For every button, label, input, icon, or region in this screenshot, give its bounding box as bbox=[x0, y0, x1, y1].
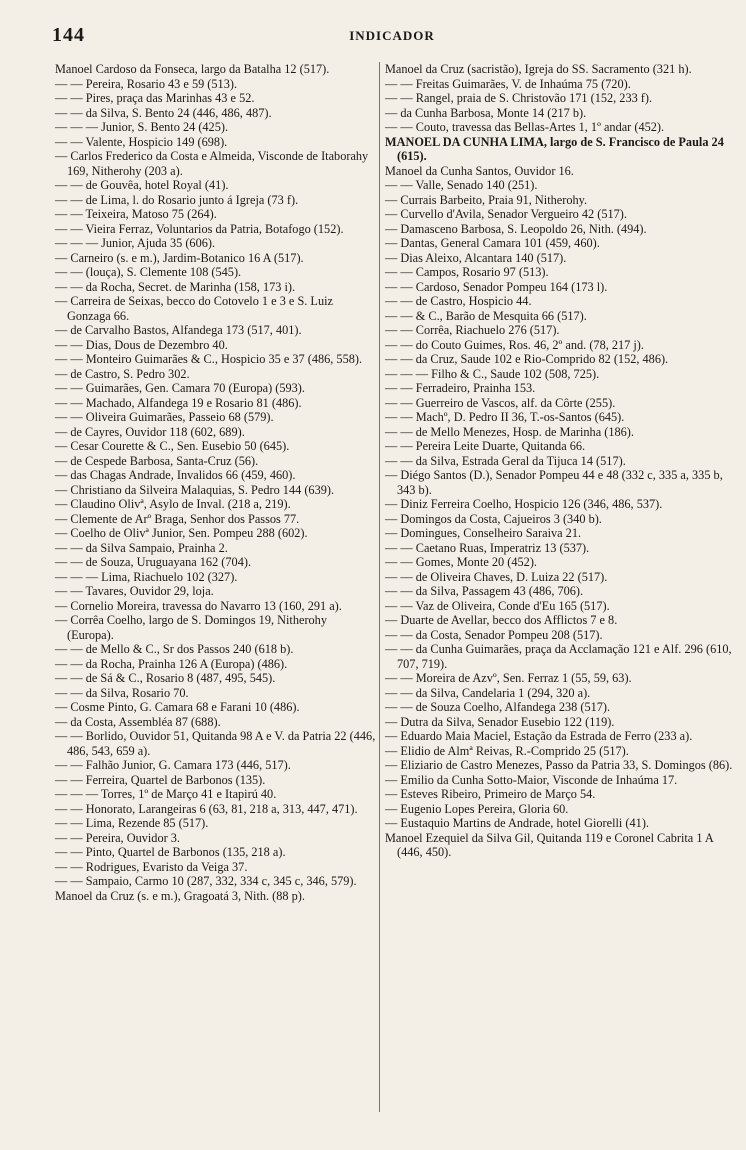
directory-entry: — Dantas, General Camara 101 (459, 460). bbox=[385, 236, 600, 250]
directory-entry: — Eustaquio Martins de Andrade, hotel Giorelli (41). bbox=[385, 816, 649, 830]
directory-entry: — — Oliveira Guimarães, Passeio 68 (579). bbox=[55, 410, 274, 424]
directory-entry: — — — Junior, Ajuda 35 (606). bbox=[55, 236, 216, 250]
directory-entry: — — da Silva, Estrada Geral da Tijuca 14 (517). bbox=[385, 453, 626, 468]
directory-entry: — Coelho de Olivª Junior, Sen. Pompeu 288 (602). bbox=[55, 526, 308, 540]
directory-entry: — — da Silva Sampaio, Prainha 2. bbox=[55, 540, 228, 555]
directory-entry: Manoel da Cunha Santos, Ouvidor 16. bbox=[385, 163, 574, 178]
directory-entry: — de Carvalho Bastos, Alfandega 173 (517, 401). bbox=[55, 323, 302, 337]
directory-entry: — Claudino Olivª, Asylo de Inval. (218 a, 219). bbox=[55, 497, 291, 511]
directory-entry: — Clemente de Arº Braga, Senhor dos Passos 77. bbox=[55, 511, 300, 526]
directory-entry: — — Guerreiro de Vascos, alf. da Côrte (255). bbox=[385, 395, 616, 410]
directory-entry: — — Pires, praça das Marinhas 43 e 52. bbox=[55, 91, 255, 105]
directory-entry: — — de Souza, Uruguayana 162 (704). bbox=[55, 555, 252, 569]
directory-entry: — Emilio da Cunha Sotto-Maior, Visconde de Inhaúma 17. bbox=[385, 772, 678, 787]
directory-entry: Manoel da Cruz (sacristão), Igreja do SS. Sacramento (321 h). bbox=[385, 62, 692, 76]
directory-entry: — — Lima, Rezende 85 (517). bbox=[55, 816, 209, 830]
directory-entry: — — Caetano Ruas, Imperatriz 13 (537). bbox=[385, 540, 590, 555]
directory-entry: — — de Lima, l. do Rosario junto á Igreja (73 f). bbox=[55, 192, 299, 207]
directory-entry: — — Tavares, Ouvidor 29, loja. bbox=[55, 584, 214, 598]
directory-entry: Manoel Ezequiel da Silva Gil, Quitanda 119 e Coronel Cabrita 1 A (446, 450). bbox=[385, 830, 714, 859]
directory-entry: — Eliziario de Castro Menezes, Passo da Patria 33, S. Domingos (86). bbox=[385, 758, 733, 772]
directory-entry: — Cornelio Moreira, travessa do Navarro 13 (160, 291 a). bbox=[55, 598, 342, 613]
directory-entry: — — — Junior, S. Bento 24 (425). bbox=[55, 120, 229, 134]
directory-entry: — — de Gouvêa, hotel Royal (41). bbox=[55, 178, 229, 192]
directory-entry: — Carneiro (s. e m.), Jardim-Botanico 16 A (517). bbox=[55, 250, 304, 265]
left-column bbox=[55, 62, 376, 903]
directory-entry: — — Machado, Alfandega 19 e Rosario 81 (486). bbox=[55, 395, 302, 410]
directory-entry: — — de Sá & C., Rosario 8 (487, 495, 545). bbox=[55, 671, 276, 685]
directory-entry: — Carlos Frederico da Costa e Almeida, Visconde de Itaborahy 169, Nitherohy (203 a). bbox=[55, 149, 369, 178]
directory-entry: — — de Castro, Hospicio 44. bbox=[385, 294, 532, 308]
directory-entry: — Cosme Pinto, G. Camara 68 e Farani 10 (486). bbox=[55, 700, 300, 714]
directory-entry: — — Borlido, Ouvidor 51, Quitanda 98 A e V. da Patria 22 (446, 486, 543, 659 a). bbox=[55, 729, 376, 758]
directory-entry: — Elidio de Almª Reivas, R.-Comprido 25 (517). bbox=[385, 743, 629, 758]
directory-entry: — — da Silva, Rosario 70. bbox=[55, 685, 189, 700]
directory-entry: — de Cayres, Ouvidor 118 (602, 689). bbox=[55, 424, 245, 439]
directory-entry: — — da Costa, Senador Pompeu 208 (517). bbox=[385, 627, 603, 642]
directory-entry: — — Cardoso, Senador Pompeu 164 (173 l). bbox=[385, 279, 608, 294]
directory-entry: — — Falhão Junior, G. Camara 173 (446, 517). bbox=[55, 758, 291, 772]
directory-entry: — das Chagas Andrade, Invalidos 66 (459, 460). bbox=[55, 468, 296, 482]
directory-entry: — Corrêa Coelho, largo de S. Domingos 19, Nitherohy (Europa). bbox=[55, 613, 327, 642]
directory-entry: — — Couto, travessa das Bellas-Artes 1, 1º andar (452). bbox=[385, 120, 665, 134]
directory-entry: — de Castro, S. Pedro 302. bbox=[55, 366, 190, 381]
directory-entry: — — Campos, Rosario 97 (513). bbox=[385, 265, 549, 279]
directory-entry: — Cesar Courette & C., Sen. Eusebio 50 (645). bbox=[55, 439, 290, 453]
directory-entry: — Domingues, Conselheiro Saraiva 21. bbox=[385, 526, 582, 540]
directory-entry: — — & C., Barão de Mesquita 66 (517). bbox=[385, 308, 587, 323]
directory-entry: — — Valle, Senado 140 (251). bbox=[385, 178, 538, 192]
directory-entry: — — Rangel, praia de S. Christovão 171 (152, 233 f). bbox=[385, 91, 653, 105]
directory-entry: — Eugenio Lopes Pereira, Gloria 60. bbox=[385, 801, 569, 816]
directory-entry: — — da Silva, S. Bento 24 (446, 486, 487). bbox=[55, 105, 272, 120]
directory-entry: — — Teixeira, Matoso 75 (264). bbox=[55, 207, 217, 221]
directory-entry: — — Ferradeiro, Prainha 153. bbox=[385, 381, 536, 395]
directory-entry: — — Valente, Hospicio 149 (698). bbox=[55, 134, 228, 149]
directory-entry: — — de Souza Coelho, Alfandega 238 (517). bbox=[385, 700, 611, 714]
directory-entry: — — Ferreira, Quartel de Barbonos (135). bbox=[55, 772, 266, 787]
directory-entry: MANOEL DA CUNHA LIMA, largo de S. Francisco de Paula 24 (615). bbox=[385, 134, 724, 163]
directory-entry: — — da Cunha Guimarães, praça da Acclamação 121 e Alf. 296 (610, 707, 719). bbox=[385, 642, 732, 671]
directory-entry: — — Pereira, Rosario 43 e 59 (513). bbox=[55, 76, 238, 91]
directory-entry: — — Dias, Dous de Dezembro 40. bbox=[55, 337, 228, 352]
directory-entry: — Diégo Santos (D.), Senador Pompeu 44 e 48 (332 c, 335 a, 335 b, 343 b). bbox=[385, 468, 723, 497]
directory-entry: — — — Filho & C., Saude 102 (508, 725). bbox=[385, 366, 600, 381]
directory-entry: — — da Silva, Passagem 43 (486, 706). bbox=[385, 584, 584, 598]
directory-entry: — — Monteiro Guimarães & C., Hospicio 35 e 37 (486, 558). bbox=[55, 352, 363, 366]
directory-entry: — Dias Aleixo, Alcantara 140 (517). bbox=[385, 250, 567, 265]
directory-entry: — Curvello d'Avila, Senador Vergueiro 42 (517). bbox=[385, 207, 627, 221]
directory-entry: — — de Oliveira Chaves, D. Luiza 22 (517). bbox=[385, 569, 608, 584]
directory-entry: — — Guimarães, Gen. Camara 70 (Europa) (593). bbox=[55, 381, 305, 395]
directory-entry: — da Cunha Barbosa, Monte 14 (217 b). bbox=[385, 105, 587, 120]
directory-entry: — — de Mello & C., Sr dos Passos 240 (618 b). bbox=[55, 642, 294, 656]
directory-entry: Manoel Cardoso da Fonseca, largo da Batalha 12 (517). bbox=[55, 62, 330, 76]
directory-entry: — Domingos da Costa, Cajueiros 3 (340 b). bbox=[385, 511, 602, 526]
directory-entry: — da Costa, Assembléa 87 (688). bbox=[55, 714, 221, 729]
directory-entry: — — Corrêa, Riachuelo 276 (517). bbox=[385, 323, 560, 337]
directory-entry: — — da Rocha, Secret. de Marinha (158, 173 i). bbox=[55, 279, 296, 294]
directory-entry: Manoel da Cruz (s. e m.), Gragoatá 3, Nith. (88 p). bbox=[55, 888, 305, 903]
directory-entry: — Duarte de Avellar, becco dos Afflictos 7 e 8. bbox=[385, 613, 618, 627]
directory-entry: — Esteves Ribeiro, Primeiro de Março 54. bbox=[385, 787, 596, 801]
directory-entry: — Dutra da Silva, Senador Eusebio 122 (119). bbox=[385, 714, 615, 729]
directory-entry: — — Pinto, Quartel de Barbonos (135, 218 a). bbox=[55, 845, 286, 859]
directory-entry: — de Cespede Barbosa, Santa-Cruz (56). bbox=[55, 453, 259, 468]
directory-entry: — — Honorato, Larangeiras 6 (63, 81, 218 a, 313, 447, 471). bbox=[55, 801, 358, 816]
directory-entry: — — — Torres, 1º de Março 41 e Itapirú 40. bbox=[55, 787, 277, 801]
directory-entry: — — da Silva, Candelaria 1 (294, 320 a). bbox=[385, 685, 591, 700]
column-divider bbox=[379, 62, 380, 1112]
directory-entry: — — do Couto Guimes, Ros. 46, 2º and. (78, 217 j). bbox=[385, 337, 644, 352]
directory-entry: — — da Cruz, Saude 102 e Rio-Comprido 82 (152, 486). bbox=[385, 352, 669, 366]
directory-entry: — Damasceno Barbosa, S. Leopoldo 26, Nith. (494). bbox=[385, 221, 647, 236]
directory-entry: — — da Rocha, Prainha 126 A (Europa) (486). bbox=[55, 656, 288, 671]
directory-entry: — — Moreira de Azvº, Sen. Ferraz 1 (55, 59, 63). bbox=[385, 671, 632, 685]
directory-entry: — Currais Barbeito, Praia 91, Nitherohy. bbox=[385, 192, 588, 207]
directory-entry: — — Pereira, Ouvidor 3. bbox=[55, 830, 180, 845]
page-header bbox=[52, 24, 732, 50]
directory-entry: — Eduardo Maia Maciel, Estação da Estrada de Ferro (233 a). bbox=[385, 729, 693, 743]
page-number: 144 bbox=[52, 24, 85, 46]
directory-entry: — — Vaz de Oliveira, Conde d'Eu 165 (517). bbox=[385, 598, 610, 613]
directory-entry: — — Sampaio, Carmo 10 (287, 332, 334 c, 345 c, 346, 579). bbox=[55, 874, 357, 888]
directory-entry: — Christiano da Silveira Malaquias, S. Pedro 144 (639). bbox=[55, 482, 335, 497]
directory-entry: — Diniz Ferreira Coelho, Hospicio 126 (346, 486, 537). bbox=[385, 497, 663, 511]
directory-entry: — — Gomes, Monte 20 (452). bbox=[385, 555, 537, 569]
directory-entry: — — Pereira Leite Duarte, Quitanda 66. bbox=[385, 439, 586, 453]
directory-entry: — — Rodrigues, Evaristo da Veiga 37. bbox=[55, 859, 248, 874]
directory-entry: — — Freitas Guimarães, V. de Inhaúma 75 (720). bbox=[385, 76, 631, 91]
directory-entry: — — — Lima, Riachuelo 102 (327). bbox=[55, 569, 238, 584]
running-head: INDICADOR bbox=[349, 28, 435, 43]
directory-entry: — — Machº, D. Pedro II 36, T.-os-Santos (645). bbox=[385, 410, 625, 424]
right-column bbox=[385, 62, 737, 860]
directory-entry: — — Vieira Ferraz, Voluntarios da Patria, Botafogo (152). bbox=[55, 221, 344, 236]
directory-entry: — — de Mello Menezes, Hosp. de Marinha (186). bbox=[385, 424, 634, 439]
directory-entry: — — (louça), S. Clemente 108 (545). bbox=[55, 265, 242, 279]
directory-entry: — Carreira de Seixas, becco do Cotovelo 1 e 3 e S. Luiz Gonzaga 66. bbox=[55, 294, 333, 323]
